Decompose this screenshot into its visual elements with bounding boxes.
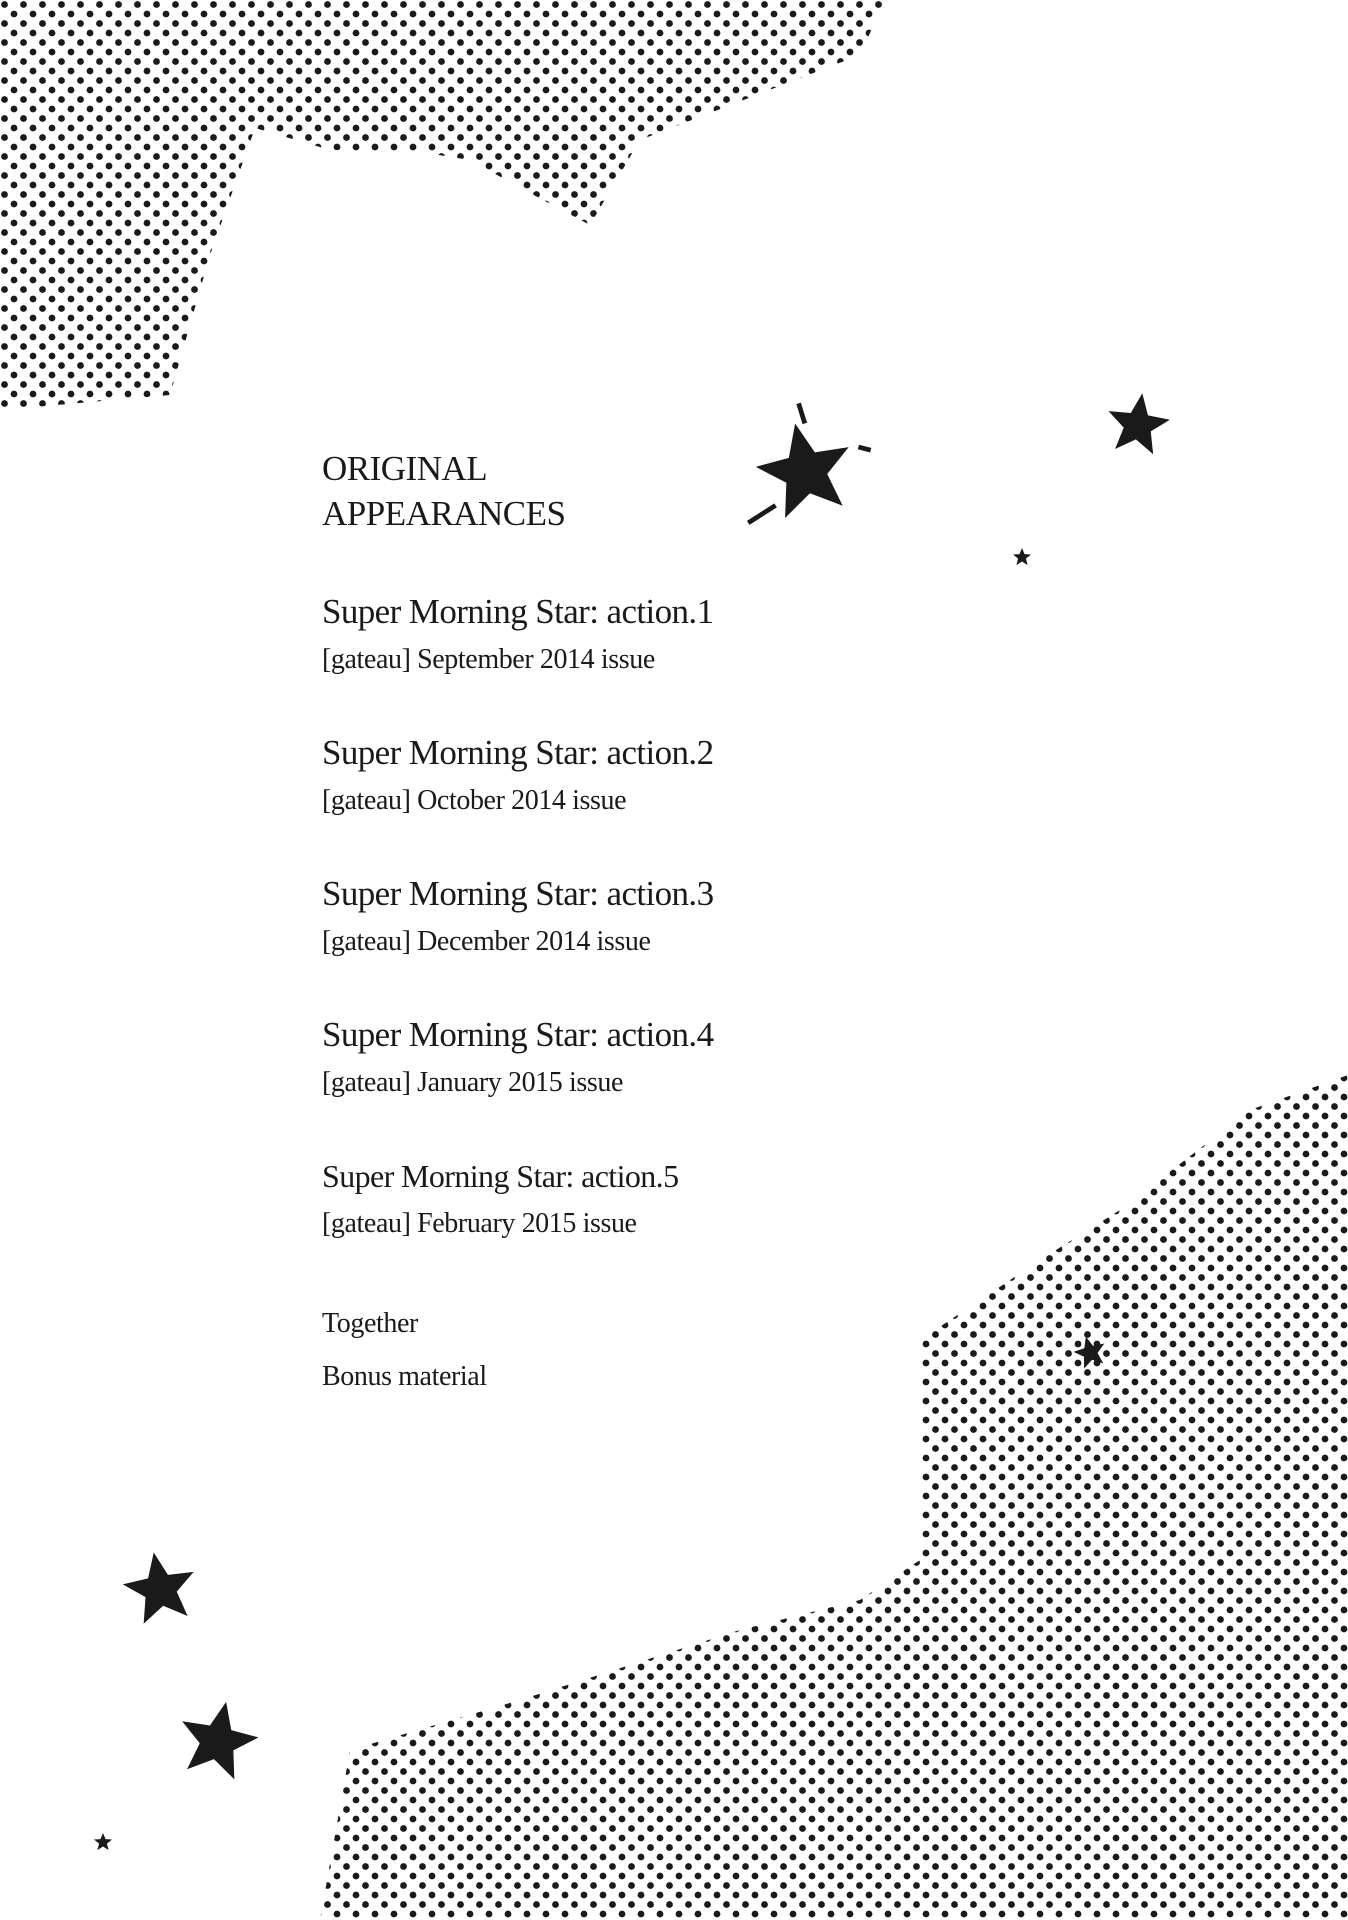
chapter-issue: [gateau] December 2014 issue [322, 926, 651, 957]
list-item [322, 1156, 942, 1242]
star-icon [1013, 548, 1031, 565]
extras-list [322, 1297, 942, 1403]
star-icon [173, 1694, 265, 1783]
chapter-title: Super Morning Star: action.1 [322, 592, 714, 631]
chapter-title: Super Morning Star: action.5 [322, 1158, 679, 1194]
chapter-title: Super Morning Star: action.3 [322, 874, 714, 913]
chapter-issue: [gateau] September 2014 issue [322, 644, 655, 675]
original-appearances-list [322, 446, 942, 1403]
list-item [322, 1015, 942, 1101]
heading-line-2: APPEARANCES [322, 494, 566, 533]
list-item [322, 733, 942, 819]
extra-item: Together [322, 1308, 418, 1339]
star-icon [118, 1546, 201, 1626]
chapter-issue: [gateau] October 2014 issue [322, 785, 627, 816]
chapter-title: Super Morning Star: action.4 [322, 1015, 714, 1054]
list-item [322, 874, 942, 960]
chapter-title: Super Morning Star: action.2 [322, 733, 714, 772]
halftone-top-left [0, 0, 885, 410]
list-item [322, 592, 942, 678]
star-icon [94, 1833, 112, 1850]
star-icon [1103, 389, 1173, 456]
heading-line-1: ORIGINAL [322, 449, 488, 488]
chapter-issue: [gateau] January 2015 issue [322, 1067, 623, 1098]
extra-item: Bonus material [322, 1361, 487, 1392]
chapter-issue: [gateau] February 2015 issue [322, 1208, 637, 1239]
page-heading [322, 446, 942, 536]
